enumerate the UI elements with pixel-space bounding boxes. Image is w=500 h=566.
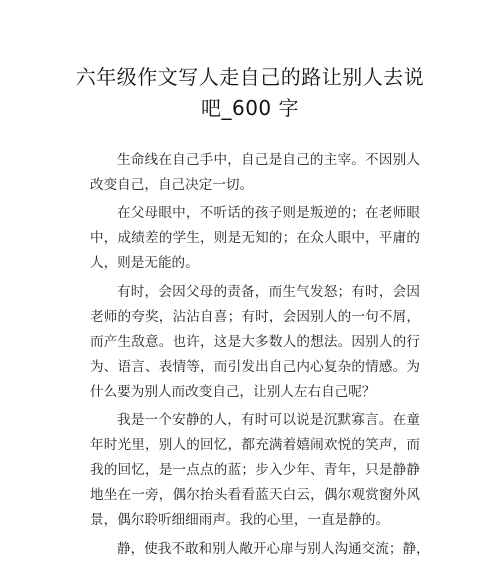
paragraph-5-line-1: 静，使我不敢和别人敞开心扉与别人沟通交流；静，	[117, 541, 430, 557]
document-title-line-1: 六年级作文写人走自己的路让别人去说	[75, 65, 425, 89]
paragraph-3-line-2: 老师的夸奖，沾沾自喜；有时，会因别人的一句不屑，	[90, 309, 420, 325]
document-title-line-2: 吧_600 字	[200, 96, 300, 120]
paragraph-4-line-1: 我是一个安静的人，有时可以说是沉默寡言。在童	[117, 412, 420, 428]
paragraph-2-line-1: 在父母眼中，不听话的孩子则是叛逆的；在老师眼	[117, 205, 420, 221]
paragraph-1-line-2: 改变自己，自己决定一切。	[90, 177, 254, 193]
paragraph-3-line-1: 有时，会因父母的责备，而生气发怒；有时，会因	[117, 284, 420, 300]
paragraph-3-line-4: 为、语言、表情等，而引发出自己内心复杂的情感。为	[90, 359, 420, 375]
paragraph-3-line-5: 什么要为别人而改变自己，让别人左右自己呢？	[90, 384, 376, 400]
paragraph-4-line-2: 年时光里，别人的回忆，都充满着嬉闹欢悦的笑声，而	[90, 437, 420, 453]
paragraph-4-line-5: 景，偶尔聆听细细雨声。我的心里，一直是静的。	[90, 512, 390, 528]
paragraph-2-line-2: 中，成绩差的学生，则是无知的；在众人眼中，平庸的	[90, 230, 420, 246]
paragraph-4-line-3: 我的回忆，是一点点的蓝；步入少年、青年，只是静静	[90, 462, 420, 478]
paragraph-1-line-1: 生命线在自己手中，自己是自己的主宰。不因别人	[117, 152, 420, 168]
paragraph-3-line-3: 而产生敌意。也许，这是大多数人的想法。因别人的行	[90, 334, 420, 350]
paragraph-2-line-3: 人，则是无能的。	[90, 255, 199, 271]
paragraph-4-line-4: 地坐在一旁，偶尔抬头看看蓝天白云，偶尔观赏窗外风	[90, 487, 420, 503]
